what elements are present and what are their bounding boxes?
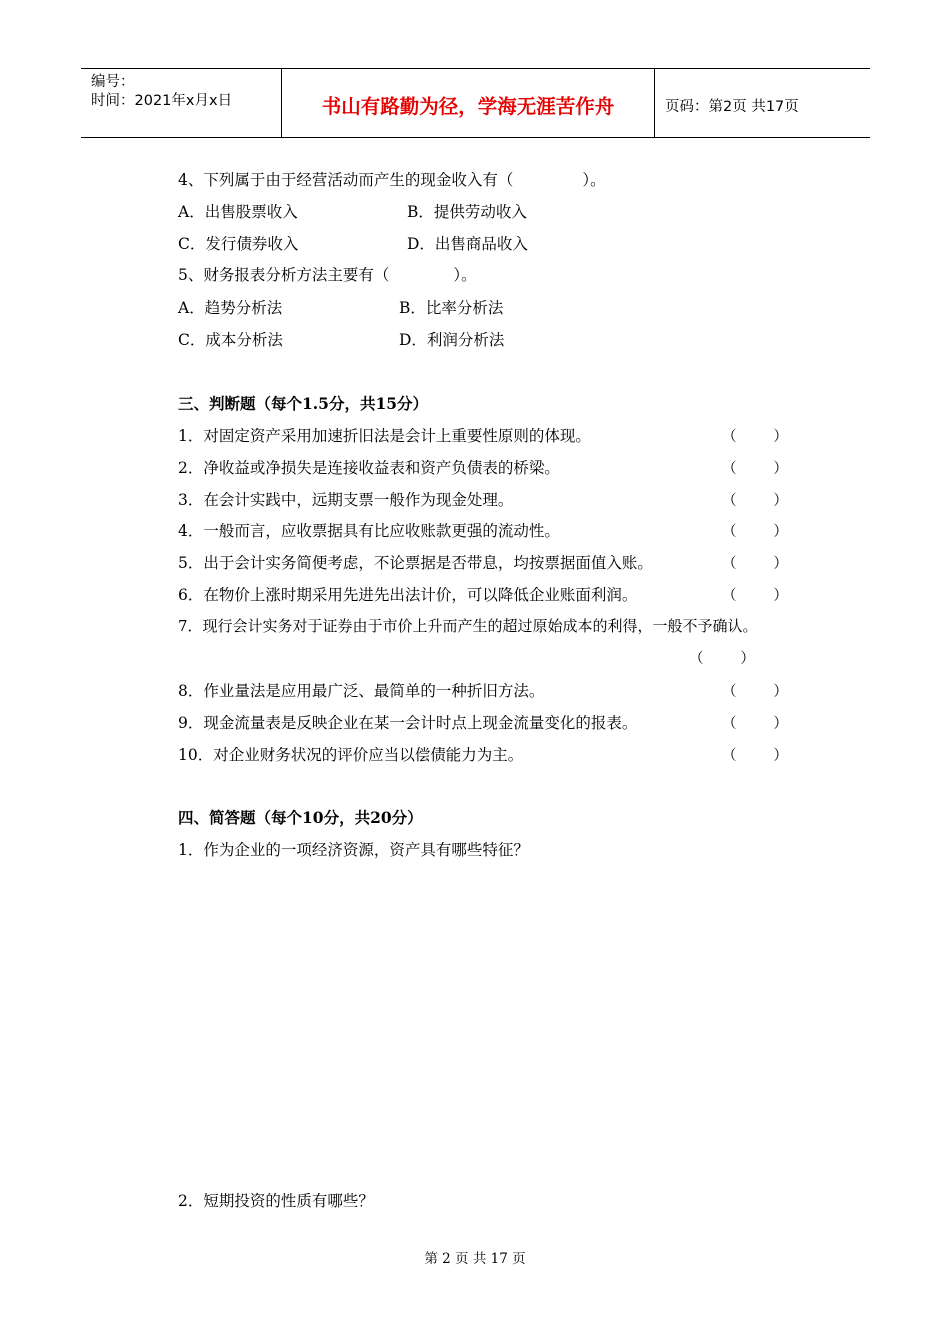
q5-option-c: C．成本分析法 [178, 331, 283, 349]
number-label: 编号： [91, 74, 135, 90]
q4-option-a: A．出售股票收入 [178, 203, 298, 221]
judge-answer-2[interactable]: （ ） [722, 461, 788, 477]
header-page-info: 页码：第2页 共17页 [665, 98, 799, 115]
judge-item-8: 8．作业量法是应用最广泛、最简单的一种折旧方法。 [178, 682, 545, 700]
judge-item-1: 1．对固定资产采用加速折旧法是会计上重要性原则的体现。 [178, 427, 591, 445]
judge-item-9: 9．现金流量表是反映企业在某一会计时点上现金流量变化的报表。 [178, 714, 638, 732]
time-label: 时间：2021年x月x日 [91, 93, 233, 109]
judge-item-10: 10．对企业财务状况的评价应当以偿债能力为主。 [178, 746, 524, 764]
q5-option-d: D．利润分析法 [399, 331, 505, 349]
q4-option-d: D．出售商品收入 [407, 235, 528, 253]
judge-item-4: 4．一般而言，应收票据具有比应收账款更强的流动性。 [178, 522, 560, 540]
judge-answer-9[interactable]: （ ） [722, 716, 788, 732]
section4-title: 四、简答题（每个10分，共20分） [178, 808, 423, 827]
page-footer: 第 2 页 共 17 页 [424, 1251, 526, 1267]
judge-item-5: 5．出于会计实务简便考虑，不论票据是否带息，均按票据面值入账。 [178, 554, 653, 572]
page-header [81, 68, 870, 138]
judge-answer-1[interactable]: （ ） [722, 429, 788, 445]
judge-item-6: 6．在物价上涨时期采用先进先出法计价，可以降低企业账面利润。 [178, 586, 638, 604]
judge-item-7: 7．现行会计实务对于证券由于市价上升而产生的超过原始成本的利得，一般不予确认。 [178, 617, 758, 635]
judge-answer-3[interactable]: （ ） [722, 493, 788, 509]
header-slogan: 书山有路勤为径，学海无涯苦作舟 [282, 69, 655, 137]
judge-answer-8[interactable]: （ ） [722, 684, 788, 700]
judge-item-3: 3．在会计实践中，远期支票一般作为现金处理。 [178, 491, 514, 509]
judge-answer-5[interactable]: （ ） [722, 556, 788, 572]
q5-option-a: A．趋势分析法 [178, 299, 283, 317]
judge-answer-6[interactable]: （ ） [722, 588, 788, 604]
judge-answer-4[interactable]: （ ） [722, 524, 788, 540]
q4-option-b: B．提供劳动收入 [407, 203, 527, 221]
q4-option-c: C．发行债券收入 [178, 235, 299, 253]
section3-title: 三、判断题（每个1.5分，共15分） [178, 394, 429, 413]
q5-stem: 5、财务报表分析方法主要有（ ）。 [178, 266, 477, 284]
judge-answer-7[interactable]: （ ） [689, 651, 755, 667]
short-answer-q1: 1．作为企业的一项经济资源，资产具有哪些特征？ [178, 841, 529, 859]
q4-stem: 4、下列属于由于经营活动而产生的现金收入有（ ）。 [178, 171, 606, 189]
judge-answer-10[interactable]: （ ） [722, 748, 788, 764]
header-left-cell [81, 69, 282, 137]
short-answer-q2: 2．短期投资的性质有哪些？ [178, 1192, 374, 1210]
judge-item-2: 2．净收益或净损失是连接收益表和资产负债表的桥梁。 [178, 459, 560, 477]
q5-option-b: B．比率分析法 [399, 299, 504, 317]
